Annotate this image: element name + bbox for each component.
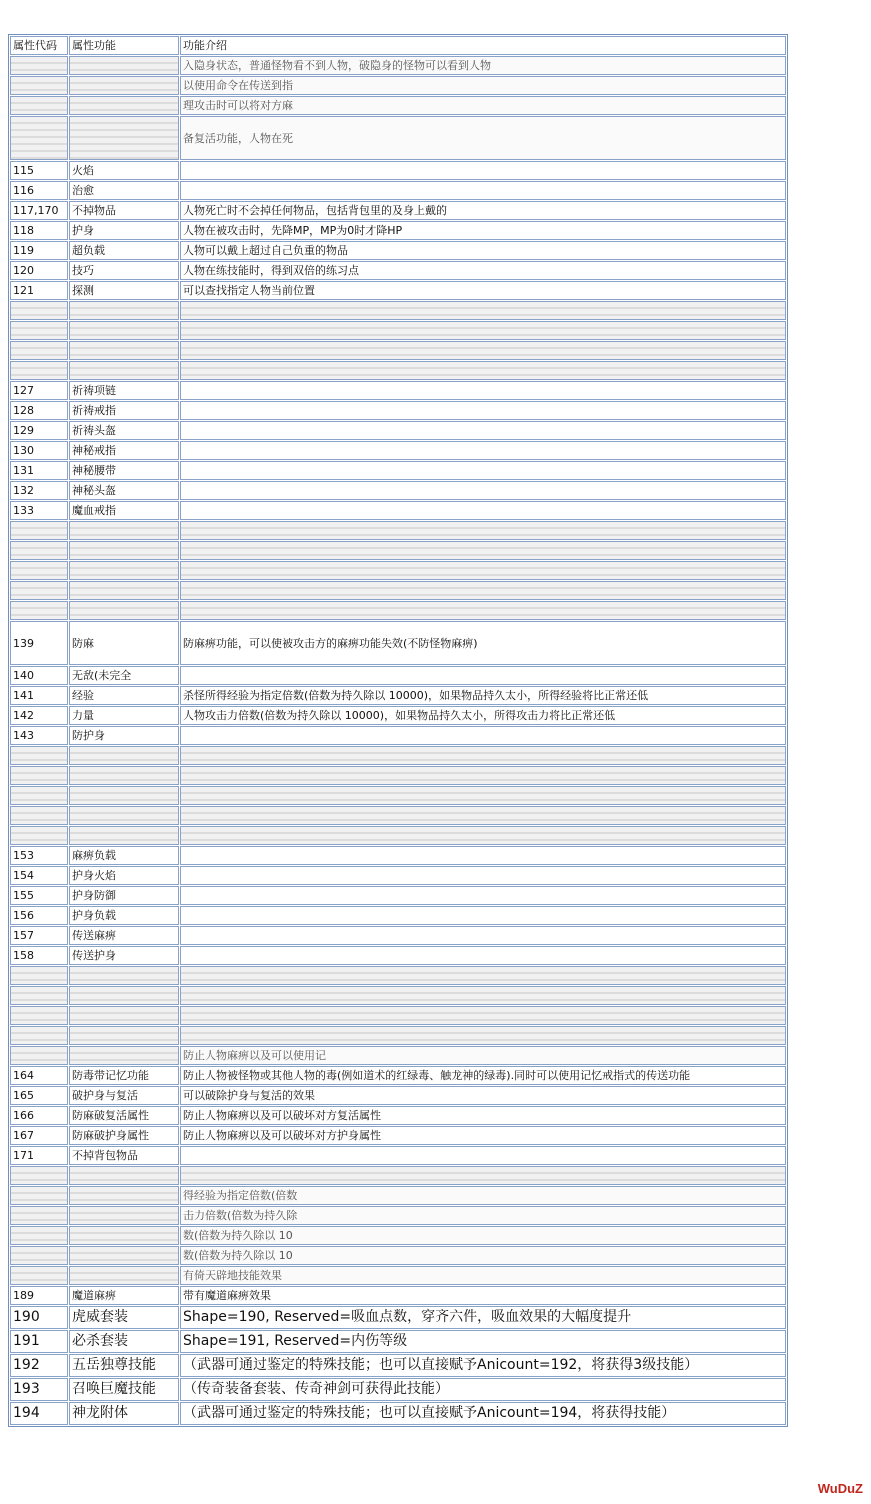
cell-code: [10, 1246, 68, 1265]
cell-func: [69, 806, 179, 825]
cell-func: 技巧: [69, 261, 179, 280]
cell-desc: 人物在被攻击时，先降MP，MP为0时才降HP: [180, 221, 786, 240]
cell-desc: [180, 1166, 786, 1185]
cell-func: [69, 1006, 179, 1025]
cell-desc: [180, 786, 786, 805]
cell-desc: 防止人物麻痹以及可以破坏对方护身属性: [180, 1126, 786, 1145]
cell-desc: Shape=191, Reserved=内伤等级: [180, 1330, 786, 1353]
table-row: [10, 886, 786, 905]
cell-code: 142: [10, 706, 68, 725]
cell-code: 158: [10, 946, 68, 965]
cell-code: [10, 601, 68, 620]
cell-code: [10, 986, 68, 1005]
table-row: [10, 1146, 786, 1165]
table-row: [10, 1266, 786, 1285]
cell-func: 力量: [69, 706, 179, 725]
cell-func: 召唤巨魔技能: [69, 1378, 179, 1401]
table-row: [10, 421, 786, 440]
table-body: [10, 56, 786, 1425]
cell-desc: 带有魔道麻痹效果: [180, 1286, 786, 1305]
cell-desc: [180, 846, 786, 865]
cell-desc: [180, 906, 786, 925]
table-row: [10, 1286, 786, 1305]
cell-func: [69, 746, 179, 765]
cell-desc: 击力倍数(倍数为持久除: [180, 1206, 786, 1225]
cell-code: [10, 581, 68, 600]
cell-desc: 理攻击时可以将对方麻: [180, 96, 786, 115]
cell-func: [69, 56, 179, 75]
cell-func: 麻痹负载: [69, 846, 179, 865]
cell-func: 防麻: [69, 621, 179, 665]
cell-code: [10, 76, 68, 95]
cell-desc: [180, 766, 786, 785]
cell-func: 破护身与复活: [69, 1086, 179, 1105]
cell-desc: 可以破除护身与复活的效果: [180, 1086, 786, 1105]
cell-func: 超负载: [69, 241, 179, 260]
cell-func: [69, 826, 179, 845]
cell-code: 119: [10, 241, 68, 260]
cell-func: 护身火焰: [69, 866, 179, 885]
cell-func: [69, 581, 179, 600]
cell-code: 115: [10, 161, 68, 180]
cell-func: 防护身: [69, 726, 179, 745]
table-row: [10, 666, 786, 685]
cell-func: 魔血戒指: [69, 501, 179, 520]
cell-code: [10, 1026, 68, 1045]
cell-code: [10, 301, 68, 320]
cell-code: [10, 826, 68, 845]
cell-func: 护身防御: [69, 886, 179, 905]
cell-code: [10, 96, 68, 115]
cell-code: 133: [10, 501, 68, 520]
table-row: [10, 321, 786, 340]
cell-code: 191: [10, 1330, 68, 1353]
table-row: [10, 1166, 786, 1185]
cell-desc: [180, 926, 786, 945]
table-row: [10, 281, 786, 300]
cell-desc: [180, 946, 786, 965]
cell-code: [10, 746, 68, 765]
cell-code: 140: [10, 666, 68, 685]
table-row: [10, 826, 786, 845]
cell-desc: [180, 561, 786, 580]
table-row: [10, 581, 786, 600]
cell-desc: [180, 1006, 786, 1025]
table-row: [10, 621, 786, 665]
cell-code: 121: [10, 281, 68, 300]
cell-func: 魔道麻痹: [69, 1286, 179, 1305]
cell-desc: [180, 461, 786, 480]
cell-code: 166: [10, 1106, 68, 1125]
cell-func: 五岳独尊技能: [69, 1354, 179, 1377]
table-row: [10, 361, 786, 380]
cell-desc: [180, 541, 786, 560]
cell-code: 153: [10, 846, 68, 865]
cell-func: 护身: [69, 221, 179, 240]
table-row: [10, 1206, 786, 1225]
cell-func: [69, 1026, 179, 1045]
table-row: [10, 1126, 786, 1145]
cell-code: [10, 1226, 68, 1245]
cell-code: 192: [10, 1354, 68, 1377]
table-row: [10, 1330, 786, 1353]
table-row: [10, 1306, 786, 1329]
cell-func: 火焰: [69, 161, 179, 180]
cell-desc: （武器可通过鉴定的特殊技能；也可以直接赋予Anicount=194，将获得技能）: [180, 1402, 786, 1425]
cell-code: 155: [10, 886, 68, 905]
cell-func: [69, 321, 179, 340]
table-row: [10, 181, 786, 200]
cell-desc: 有倚天辟地技能效果: [180, 1266, 786, 1285]
cell-code: [10, 1166, 68, 1185]
cell-code: 116: [10, 181, 68, 200]
table-row: [10, 1106, 786, 1125]
cell-code: 167: [10, 1126, 68, 1145]
header-func: 属性功能: [69, 36, 179, 55]
cell-func: 传送护身: [69, 946, 179, 965]
cell-desc: [180, 501, 786, 520]
cell-code: [10, 116, 68, 160]
table-row: [10, 521, 786, 540]
cell-func: [69, 116, 179, 160]
cell-code: 132: [10, 481, 68, 500]
cell-func: [69, 1246, 179, 1265]
table-row: [10, 501, 786, 520]
cell-desc: [180, 581, 786, 600]
cell-func: [69, 341, 179, 360]
cell-desc: [180, 481, 786, 500]
cell-desc: 人物攻击力倍数(倍数为持久除以 10000)，如果物品持久太小，所得攻击力将比正常还低: [180, 706, 786, 725]
cell-func: [69, 301, 179, 320]
table-row: [10, 1226, 786, 1245]
cell-desc: [180, 161, 786, 180]
attribute-table: [8, 34, 788, 1427]
cell-func: 祈祷头盔: [69, 421, 179, 440]
cell-code: 189: [10, 1286, 68, 1305]
cell-func: 祈祷戒指: [69, 401, 179, 420]
table-row: [10, 161, 786, 180]
table-row: [10, 1086, 786, 1105]
cell-func: [69, 361, 179, 380]
header-code: 属性代码: [10, 36, 68, 55]
cell-desc: [180, 181, 786, 200]
cell-desc: 防止人物被怪物或其他人物的毒(例如道术的红绿毒、触龙神的绿毒).同时可以使用记忆戒指式的传送功能: [180, 1066, 786, 1085]
cell-code: 164: [10, 1066, 68, 1085]
table-row: [10, 786, 786, 805]
cell-desc: 得经验为指定倍数(倍数: [180, 1186, 786, 1205]
cell-desc: [180, 601, 786, 620]
cell-func: 防麻破护身属性: [69, 1126, 179, 1145]
table-row: [10, 601, 786, 620]
table-row: [10, 1066, 786, 1085]
cell-func: [69, 1266, 179, 1285]
table-row: [10, 766, 786, 785]
cell-desc: [180, 341, 786, 360]
cell-func: [69, 1166, 179, 1185]
table-row: [10, 706, 786, 725]
cell-func: 防毒带记忆功能: [69, 1066, 179, 1085]
cell-desc: Shape=190, Reserved=吸血点数，穿齐六件，吸血效果的大幅度提升: [180, 1306, 786, 1329]
cell-func: 经验: [69, 686, 179, 705]
cell-desc: 防麻痹功能，可以使被攻击方的麻痹功能失效(不防怪物麻痹): [180, 621, 786, 665]
cell-func: [69, 541, 179, 560]
cell-func: [69, 766, 179, 785]
cell-desc: 以使用命令在传送到指: [180, 76, 786, 95]
cell-code: 129: [10, 421, 68, 440]
cell-desc: [180, 666, 786, 685]
cell-func: 神龙附体: [69, 1402, 179, 1425]
cell-func: 不掉背包物品: [69, 1146, 179, 1165]
table-row: [10, 926, 786, 945]
cell-func: [69, 1186, 179, 1205]
cell-func: [69, 966, 179, 985]
cell-code: 131: [10, 461, 68, 480]
table-row: [10, 201, 786, 220]
cell-code: [10, 806, 68, 825]
cell-code: [10, 1046, 68, 1065]
cell-desc: [180, 421, 786, 440]
table-row: [10, 846, 786, 865]
table-row: [10, 441, 786, 460]
cell-code: [10, 1266, 68, 1285]
table-header-row: [10, 36, 786, 55]
table-row: [10, 241, 786, 260]
cell-code: 156: [10, 906, 68, 925]
cell-desc: [180, 746, 786, 765]
table-row: [10, 1378, 786, 1401]
cell-code: 141: [10, 686, 68, 705]
table-row: [10, 906, 786, 925]
table-row: [10, 76, 786, 95]
cell-func: 神秘头盔: [69, 481, 179, 500]
cell-desc: 备复活功能，人物在死: [180, 116, 786, 160]
cell-func: [69, 1226, 179, 1245]
cell-desc: 人物在练技能时，得到双倍的练习点: [180, 261, 786, 280]
cell-desc: [180, 361, 786, 380]
cell-code: 139: [10, 621, 68, 665]
cell-code: 127: [10, 381, 68, 400]
cell-func: [69, 601, 179, 620]
cell-desc: [180, 381, 786, 400]
cell-func: [69, 76, 179, 95]
cell-func: 防麻破复活属性: [69, 1106, 179, 1125]
table-row: [10, 116, 786, 160]
cell-desc: [180, 1026, 786, 1045]
cell-desc: 杀怪所得经验为指定倍数(倍数为持久除以 10000)，如果物品持久太小，所得经验将比正常还低: [180, 686, 786, 705]
cell-func: 虎威套装: [69, 1306, 179, 1329]
attribute-table-container: [8, 34, 788, 1427]
cell-desc: 人物死亡时不会掉任何物品，包括背包里的及身上戴的: [180, 201, 786, 220]
cell-code: [10, 361, 68, 380]
cell-code: [10, 1006, 68, 1025]
table-row: [10, 986, 786, 1005]
table-row: [10, 726, 786, 745]
cell-code: [10, 1186, 68, 1205]
table-row: [10, 1006, 786, 1025]
cell-desc: 防止人物麻痹以及可以使用记: [180, 1046, 786, 1065]
cell-code: 117,170: [10, 201, 68, 220]
cell-func: 不掉物品: [69, 201, 179, 220]
cell-desc: [180, 321, 786, 340]
watermark-logo: WuDuZ: [817, 1481, 863, 1496]
cell-desc: [180, 886, 786, 905]
table-row: [10, 1246, 786, 1265]
cell-code: 118: [10, 221, 68, 240]
cell-func: [69, 96, 179, 115]
table-row: [10, 866, 786, 885]
cell-func: 祈祷项链: [69, 381, 179, 400]
cell-code: [10, 561, 68, 580]
cell-desc: [180, 521, 786, 540]
cell-code: 157: [10, 926, 68, 945]
table-row: [10, 946, 786, 965]
header-desc: 功能介绍: [180, 36, 786, 55]
table-row: [10, 746, 786, 765]
cell-desc: （传奇装备套装、传奇神剑可获得此技能）: [180, 1378, 786, 1401]
table-row: [10, 686, 786, 705]
cell-func: 必杀套装: [69, 1330, 179, 1353]
cell-code: [10, 341, 68, 360]
cell-code: [10, 786, 68, 805]
table-row: [10, 401, 786, 420]
cell-desc: [180, 301, 786, 320]
cell-desc: （武器可通过鉴定的特殊技能；也可以直接赋予Anicount=192，将获得3级技能）: [180, 1354, 786, 1377]
cell-func: [69, 1206, 179, 1225]
cell-code: 130: [10, 441, 68, 460]
table-row: [10, 1354, 786, 1377]
table-row: [10, 261, 786, 280]
cell-func: 护身负载: [69, 906, 179, 925]
cell-code: 171: [10, 1146, 68, 1165]
cell-desc: 防止人物麻痹以及可以破坏对方复活属性: [180, 1106, 786, 1125]
cell-code: 165: [10, 1086, 68, 1105]
cell-func: [69, 986, 179, 1005]
table-row: [10, 341, 786, 360]
cell-code: [10, 56, 68, 75]
table-row: [10, 301, 786, 320]
cell-code: 193: [10, 1378, 68, 1401]
cell-func: 治愈: [69, 181, 179, 200]
table-row: [10, 481, 786, 500]
cell-desc: [180, 401, 786, 420]
table-row: [10, 1026, 786, 1045]
table-row: [10, 966, 786, 985]
table-row: [10, 381, 786, 400]
cell-code: [10, 766, 68, 785]
table-row: [10, 1402, 786, 1425]
cell-desc: [180, 866, 786, 885]
cell-code: [10, 966, 68, 985]
table-row: [10, 561, 786, 580]
cell-desc: 可以查找指定人物当前位置: [180, 281, 786, 300]
cell-code: 143: [10, 726, 68, 745]
cell-func: 神秘戒指: [69, 441, 179, 460]
table-row: [10, 461, 786, 480]
cell-desc: 入隐身状态，普通怪物看不到人物，破隐身的怪物可以看到人物: [180, 56, 786, 75]
cell-code: [10, 1206, 68, 1225]
cell-func: [69, 786, 179, 805]
cell-func: [69, 521, 179, 540]
cell-desc: [180, 986, 786, 1005]
cell-code: 128: [10, 401, 68, 420]
table-row: [10, 1186, 786, 1205]
cell-desc: 人物可以戴上超过自己负重的物品: [180, 241, 786, 260]
cell-func: 无敌(未完全: [69, 666, 179, 685]
cell-desc: [180, 1146, 786, 1165]
cell-func: [69, 1046, 179, 1065]
cell-code: 120: [10, 261, 68, 280]
table-row: [10, 221, 786, 240]
table-row: [10, 56, 786, 75]
cell-code: 154: [10, 866, 68, 885]
table-row: [10, 541, 786, 560]
cell-desc: [180, 726, 786, 745]
table-row: [10, 1046, 786, 1065]
cell-code: [10, 321, 68, 340]
cell-code: [10, 521, 68, 540]
cell-desc: [180, 826, 786, 845]
cell-desc: 数(倍数为持久除以 10: [180, 1226, 786, 1245]
cell-func: 神秘腰带: [69, 461, 179, 480]
cell-desc: [180, 966, 786, 985]
cell-desc: [180, 441, 786, 460]
cell-func: 传送麻痹: [69, 926, 179, 945]
cell-code: [10, 541, 68, 560]
cell-func: 探测: [69, 281, 179, 300]
cell-code: 190: [10, 1306, 68, 1329]
cell-desc: 数(倍数为持久除以 10: [180, 1246, 786, 1265]
table-row: [10, 96, 786, 115]
cell-func: [69, 561, 179, 580]
cell-code: 194: [10, 1402, 68, 1425]
table-row: [10, 806, 786, 825]
cell-desc: [180, 806, 786, 825]
